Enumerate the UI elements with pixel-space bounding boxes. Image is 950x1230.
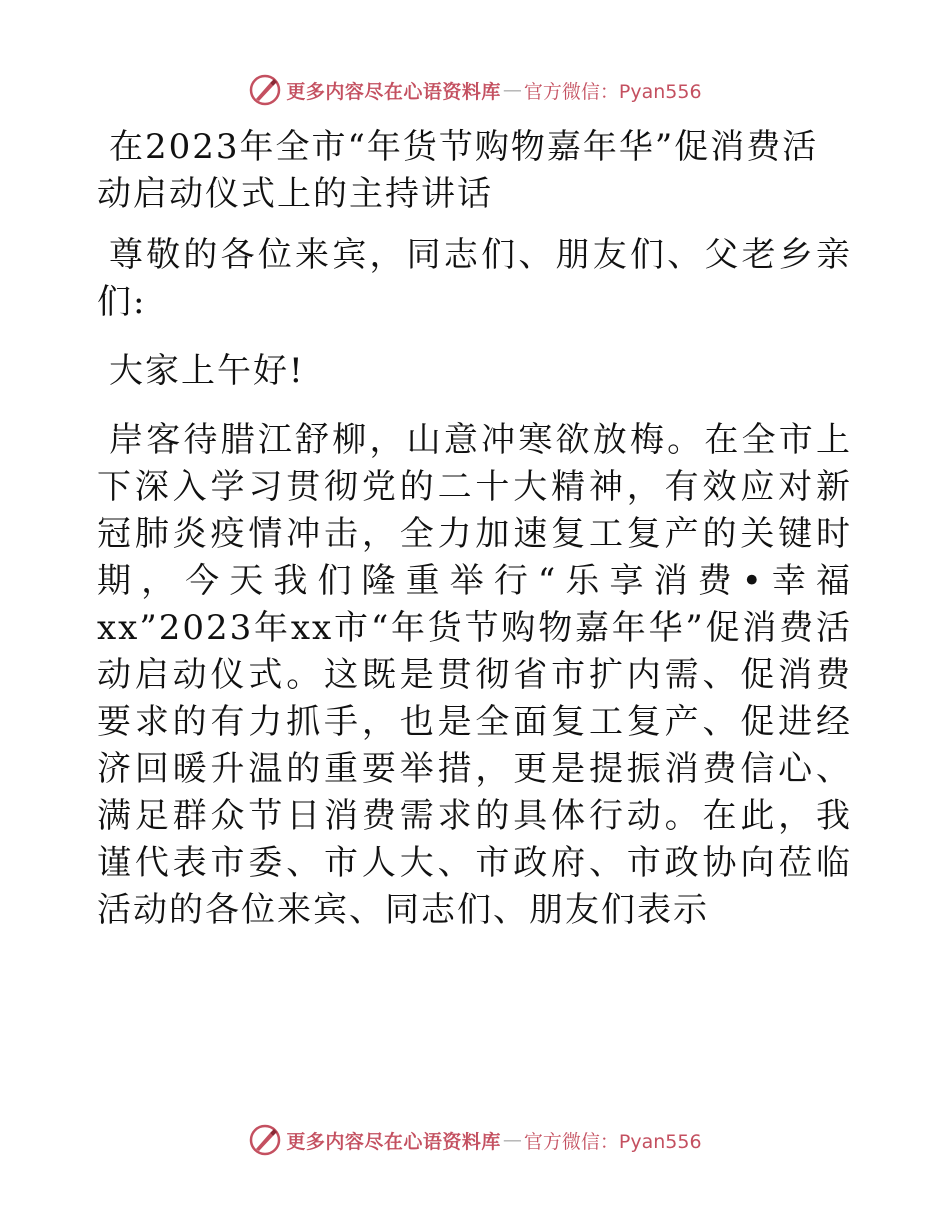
watermark-text: 更多内容尽在心语资料库	[286, 1130, 501, 1153]
watermark-separator: —	[502, 79, 522, 101]
pen-logo-icon	[248, 73, 282, 107]
greeting: 大家上午好!	[109, 351, 305, 391]
document-body	[97, 124, 852, 934]
footer-watermark	[0, 1120, 950, 1160]
watermark-contact: 官方微信：Pyan556	[523, 1130, 702, 1153]
document-title: 在2023年全市“年货节购物嘉年华”促消费活动启动仪式上的主持讲话	[97, 127, 819, 214]
watermark-contact: 官方微信：Pyan556	[523, 80, 702, 103]
header-watermark	[0, 70, 950, 110]
watermark-separator: —	[502, 1129, 522, 1151]
watermark-text: 更多内容尽在心语资料库	[286, 80, 501, 103]
body-paragraph: 岸客待腊江舒柳，山意冲寒欲放梅。在全市上下深入学习贯彻党的二十大精神，有效应对新冠肺炎疫情冲击，全力加速复工复产的关键时期，今天我们隆重举行“乐享消费•幸福xx”2023年xx市“年货节购物嘉年华”促消费活动启动仪式。这既是贯彻省市扩内需、促消费要求的有力抓手，也是全面复工复产、促进经济回暖升温的重要举措，更是提振消费信心、满足群众节日消费需求的具体行动。在此，我谨代表市委、市人大、市政府、市政协向莅临活动的各位来宾、同志们、朋友们表示	[97, 420, 852, 930]
pen-logo-icon	[248, 1123, 282, 1157]
salutation: 尊敬的各位来宾，同志们、朋友们、父老乡亲们:	[97, 235, 852, 322]
